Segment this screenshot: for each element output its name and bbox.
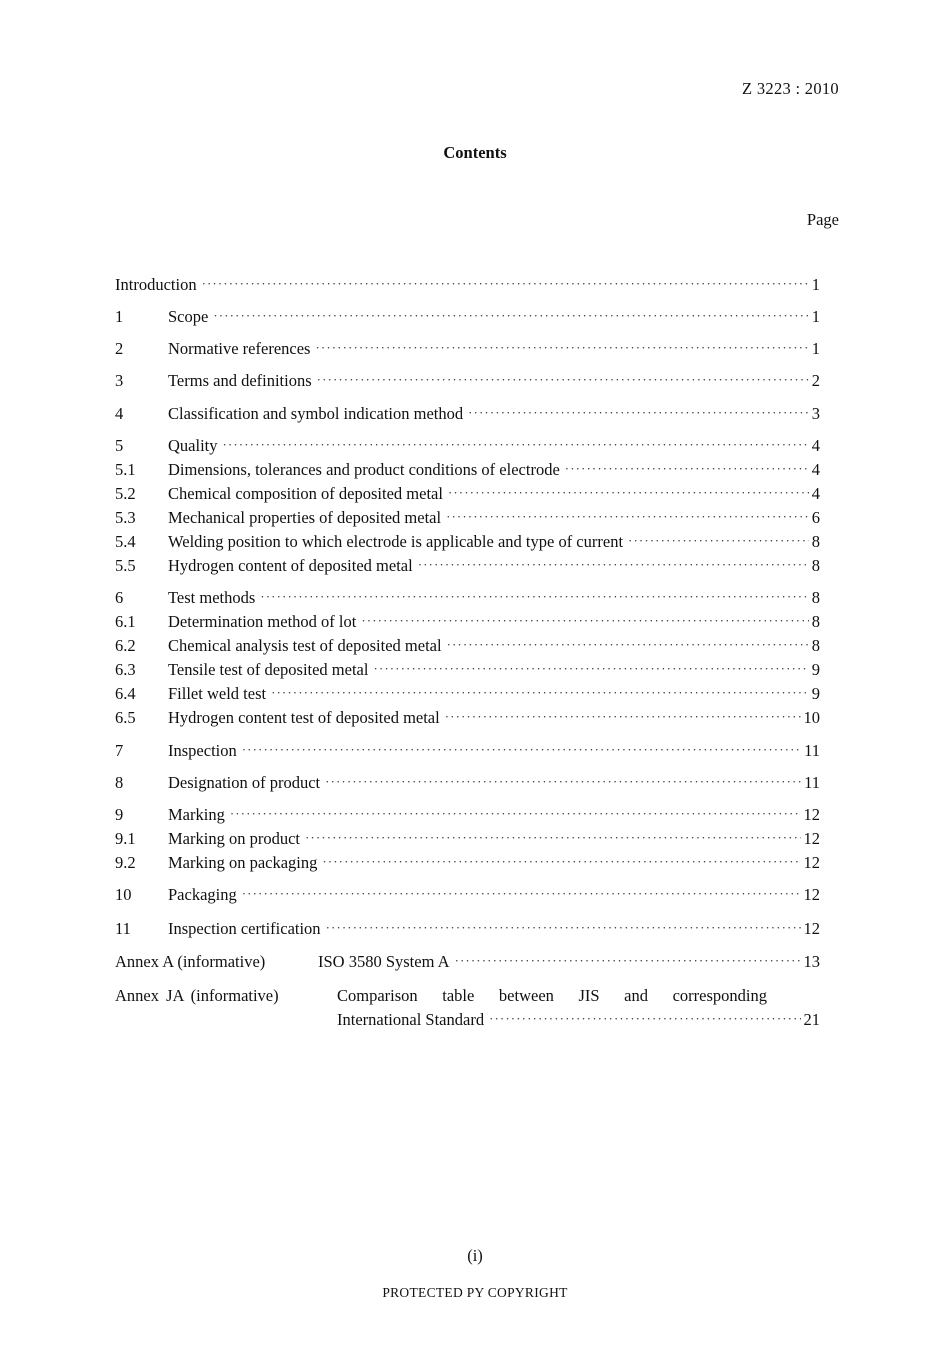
annex-label[interactable]: Annex JA (informative) xyxy=(115,986,279,1005)
toc-number: 3 xyxy=(115,371,124,390)
toc-entry[interactable] xyxy=(115,531,820,553)
toc-number: 4 xyxy=(115,404,124,423)
annex-page: 21 xyxy=(803,1010,820,1029)
toc-title: Chemical analysis test of deposited metal xyxy=(168,636,442,655)
dot-leader xyxy=(418,554,809,576)
page-number: (i) xyxy=(467,1246,483,1265)
dot-leader xyxy=(489,1008,800,1030)
toc-title: Designation of product xyxy=(168,773,321,792)
dot-leader xyxy=(322,851,800,873)
dot-leader xyxy=(373,658,808,680)
toc-title: Tensile test of deposited metal xyxy=(168,660,369,679)
dot-leader xyxy=(628,530,809,552)
toc-entry[interactable] xyxy=(115,370,820,392)
toc-page: 12 xyxy=(803,805,820,824)
toc-number: 9.1 xyxy=(115,829,136,848)
toc-page: 12 xyxy=(803,885,820,904)
toc-title: Fillet weld test xyxy=(168,684,267,703)
toc-page: 1 xyxy=(811,275,820,294)
toc-title: Hydrogen content of deposited metal xyxy=(168,556,413,575)
document-id: Z 3223 : 2010 xyxy=(742,79,839,98)
dot-leader xyxy=(305,827,801,849)
toc-page: 1 xyxy=(811,339,820,358)
toc-number: 6.4 xyxy=(115,684,136,703)
toc-entry[interactable] xyxy=(115,707,820,729)
dot-leader xyxy=(361,610,808,632)
toc-entry[interactable] xyxy=(115,306,820,328)
toc-page: 2 xyxy=(811,371,820,390)
dot-leader xyxy=(315,337,808,359)
toc-page: 4 xyxy=(811,484,820,503)
toc-page: 11 xyxy=(804,741,820,760)
toc-entry[interactable] xyxy=(115,772,820,794)
toc-entry-annex-a[interactable] xyxy=(115,951,820,973)
toc-page: 11 xyxy=(804,773,820,792)
annex-title: ISO 3580 System A xyxy=(318,952,450,971)
toc-entry[interactable] xyxy=(115,459,820,481)
toc-title: Inspection xyxy=(168,741,237,760)
toc-number: 5 xyxy=(115,436,124,455)
toc-page: 12 xyxy=(803,853,820,872)
toc-title: Dimensions, tolerances and product conditions of electrode xyxy=(168,460,560,479)
toc-number: 9 xyxy=(115,805,124,824)
annex-label: Annex A (informative) xyxy=(115,952,266,971)
dot-leader xyxy=(455,950,801,972)
toc-number: 6.3 xyxy=(115,660,136,679)
toc-page: 3 xyxy=(811,404,820,423)
toc-number: 9.2 xyxy=(115,853,136,872)
toc-entry[interactable] xyxy=(115,403,820,425)
toc-number: 6.1 xyxy=(115,612,136,631)
toc-entry[interactable] xyxy=(115,828,820,850)
toc-number: 7 xyxy=(115,741,124,760)
toc-number: 10 xyxy=(115,885,132,904)
dot-leader xyxy=(446,506,809,528)
toc-entry[interactable] xyxy=(115,659,820,681)
toc-entry[interactable] xyxy=(115,611,820,633)
toc-entry[interactable] xyxy=(115,635,820,657)
toc-title: Introduction xyxy=(115,275,197,294)
toc-page: 8 xyxy=(811,532,820,551)
toc-entry[interactable] xyxy=(115,435,820,457)
toc-page: 12 xyxy=(803,829,820,848)
toc-number: 5.5 xyxy=(115,556,136,575)
toc-entry[interactable] xyxy=(115,852,820,874)
annex-title-line-2: International Standard xyxy=(337,1010,485,1029)
dot-leader xyxy=(468,402,809,424)
toc-entry[interactable] xyxy=(115,507,820,529)
toc-title: Determination method of lot xyxy=(168,612,357,631)
dot-leader xyxy=(213,305,808,327)
toc-page: 8 xyxy=(811,636,820,655)
toc-number: 1 xyxy=(115,307,124,326)
toc-page: 8 xyxy=(811,588,820,607)
toc-number: 5.2 xyxy=(115,484,136,503)
dot-leader xyxy=(230,803,801,825)
toc-page: 9 xyxy=(811,684,820,703)
dot-leader xyxy=(445,706,801,728)
copyright-notice: PROTECTED PY COPYRIGHT xyxy=(382,1285,568,1300)
toc-page: 9 xyxy=(811,660,820,679)
dot-leader xyxy=(326,917,801,939)
toc-entry[interactable] xyxy=(115,683,820,705)
toc-number: 8 xyxy=(115,773,124,792)
toc-entry[interactable] xyxy=(115,338,820,360)
toc-number: 5.4 xyxy=(115,532,136,551)
toc-page: 12 xyxy=(803,919,820,938)
toc-entry-introduction[interactable] xyxy=(115,274,820,296)
toc-entry[interactable] xyxy=(115,804,820,826)
toc-page: 8 xyxy=(811,556,820,575)
toc-title: Welding position to which electrode is applicable and type of current xyxy=(168,532,624,551)
toc-entry[interactable] xyxy=(115,884,820,906)
dot-leader xyxy=(325,771,801,793)
toc-page: 8 xyxy=(811,612,820,631)
toc-number: 5.3 xyxy=(115,508,136,527)
toc-number: 11 xyxy=(115,919,131,938)
toc-title: Test methods xyxy=(168,588,256,607)
toc-entry[interactable] xyxy=(115,740,820,762)
toc-title: Terms and definitions xyxy=(168,371,312,390)
toc-number: 6.2 xyxy=(115,636,136,655)
toc-page: 4 xyxy=(811,460,820,479)
toc-title: Normative references xyxy=(168,339,311,358)
dot-leader xyxy=(242,883,801,905)
toc-title: Scope xyxy=(168,307,209,326)
toc-number: 5.1 xyxy=(115,460,136,479)
toc-page: 4 xyxy=(811,436,820,455)
dot-leader xyxy=(565,458,809,480)
toc-title: Hydrogen content test of deposited metal xyxy=(168,708,440,727)
toc-title: Inspection certification xyxy=(168,919,321,938)
page-column-heading: Page xyxy=(806,210,839,229)
dot-leader xyxy=(242,739,801,761)
toc-title: Mechanical properties of deposited metal xyxy=(168,508,442,527)
toc-number: 2 xyxy=(115,339,124,358)
toc-entry[interactable] xyxy=(115,555,820,577)
toc-number: 6.5 xyxy=(115,708,136,727)
toc-entry[interactable] xyxy=(115,918,820,940)
toc-entry[interactable] xyxy=(115,587,820,609)
dot-leader xyxy=(317,369,809,391)
toc-page: 1 xyxy=(811,307,820,326)
toc-title: Quality xyxy=(168,436,218,455)
annex-title-line-1[interactable]: Comparison table between JIS and corresponding xyxy=(337,986,767,1005)
dot-leader xyxy=(448,482,809,504)
annex-page: 13 xyxy=(803,952,820,971)
contents-title: Contents xyxy=(443,143,507,162)
toc-title: Marking on packaging xyxy=(168,853,318,872)
dot-leader xyxy=(271,682,809,704)
toc-entry[interactable] xyxy=(115,483,820,505)
toc-title: Classification and symbol indication method xyxy=(168,404,464,423)
dot-leader xyxy=(447,634,809,656)
dot-leader xyxy=(223,434,809,456)
toc-title: Marking xyxy=(168,805,225,824)
dot-leader xyxy=(260,586,808,608)
toc-page: 10 xyxy=(803,708,820,727)
toc-number: 6 xyxy=(115,588,124,607)
toc-entry-annex-ja[interactable] xyxy=(337,1009,820,1031)
toc-page: 6 xyxy=(811,508,820,527)
dot-leader xyxy=(202,273,809,295)
toc-title: Chemical composition of deposited metal xyxy=(168,484,443,503)
toc-title: Packaging xyxy=(168,885,237,904)
toc-title: Marking on product xyxy=(168,829,300,848)
